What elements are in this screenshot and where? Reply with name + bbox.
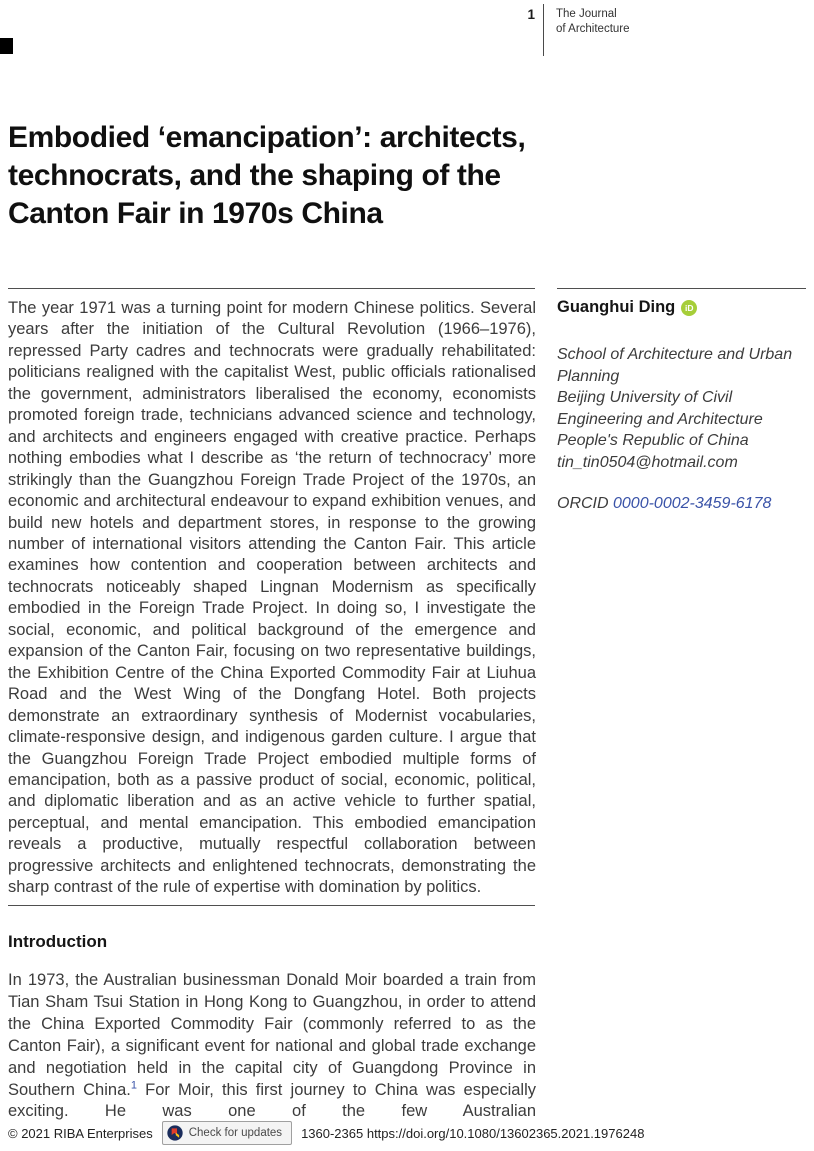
author-column	[557, 298, 809, 513]
article-title-line2: technocrats, and the shaping of the	[8, 159, 501, 192]
page-edge-mark	[0, 38, 13, 54]
intro-text-after-note: For Moir, this first journey to China was especially exciting. He was one of the few Australian	[8, 1080, 536, 1121]
orcid-label: ORCID	[557, 495, 613, 512]
journal-name-line1: The Journal	[556, 8, 617, 20]
journal-name-line2: of Architecture	[556, 23, 630, 35]
orcid-line	[557, 495, 809, 513]
article-title-line1: Embodied ‘emancipation’: architects,	[8, 121, 526, 154]
author-email: tin_tin0504@hotmail.com	[557, 453, 738, 471]
introduction-paragraph	[8, 970, 536, 1123]
author-top-rule	[557, 288, 806, 289]
author-name: Guanghui Ding	[557, 298, 676, 316]
affiliation-line: Beijing University of Civil Engineering and Architecture	[557, 389, 763, 428]
author-name-row	[557, 298, 809, 317]
header-divider	[543, 4, 544, 56]
check-for-updates-button[interactable]	[162, 1121, 292, 1145]
page-footer	[8, 1121, 644, 1145]
crossmark-icon	[167, 1125, 183, 1141]
page-number: 1	[527, 7, 535, 22]
issn-doi-text: 1360-2365 https://doi.org/10.1080/13602365.2021.1976248	[301, 1125, 645, 1141]
footnote-1-link[interactable]: 1	[130, 1079, 137, 1092]
check-for-updates-label: Check for updates	[188, 1127, 283, 1139]
affiliation-line: School of Architecture and Urban Planning	[557, 346, 793, 385]
introduction-heading: Introduction	[8, 932, 108, 951]
journal-name	[556, 7, 630, 37]
orcid-number-link[interactable]: 0000-0002-3459-6178	[613, 495, 772, 512]
copyright-text: © 2021 RIBA Enterprises	[8, 1125, 153, 1141]
article-title	[8, 119, 568, 233]
orcid-id-icon[interactable]: iD	[681, 300, 697, 316]
abstract-bottom-rule	[8, 905, 535, 906]
author-affiliation	[557, 344, 809, 473]
abstract-paragraph: The year 1971 was a turning point for modern Chinese politics. Several years after the initiation of the Cultural Revolution (1966–1976), repressed Party cadres and technocrats were gradually rehabilitated: politicians realigned with the capitalist West, public officials rationalised the government, administrators liberalised the economy, economists promoted foreign trade, technicians advanced science and technology, and architects and engineers engaged with creative practice. Perhaps nothing embodies what I describe as ‘the return of technocracy’ more strikingly than the Guangzhou Foreign Trade Project of the 1970s, an economic and architectural endeavour to expand exhibition venues, and build new hotels and department stores, in response to the growing number of international visitors attending the Canton Fair. This article examines how contention and cooperation between architects and technocrats noticeably shaped Lingnan Modernism as specifically embodied in the Foreign Trade Project. In doing so, I investigate the social, economic, and political background of the emergence and expansion of the Canton Fair, focusing on two representative buildings, the Exhibition Centre of the China Exported Commodity Fair at Liuhua Road and the West Wing of the Dongfang Hotel. Both projects demonstrate an extraordinary synthesis of Modernist vocabularies, climate-responsive design, and indigenous garden culture. I argue that the Guangzhou Foreign Trade Project embodied multiple forms of emancipation, both as a passive product of social, economic, political, and diplomatic liberation and as an active vehicle to further spatial, perceptual, and mental emancipation. This embodied emancipation reveals a productive, mutually respectful collaboration between progressive architects and enlightened technocrats, demonstrating the sharp contrast of the rule of expertise with domination by politics.	[8, 299, 536, 897]
intro-text-before-note: In 1973, the Australian businessman Donald Moir boarded a train from Tian Sham Tsui Station in Hong Kong to Guangzhou, in order to attend the China Exported Commodity Fair (commonly referred to as the Canton Fair), a significant event for national and global trade exchange and negotiation held in the capital city of Guangdong Province in Southern China.	[8, 971, 536, 1099]
article-title-line3: Canton Fair in 1970s China	[8, 197, 383, 230]
affiliation-line: People's Republic of China	[557, 432, 749, 449]
abstract-top-rule	[8, 288, 535, 289]
